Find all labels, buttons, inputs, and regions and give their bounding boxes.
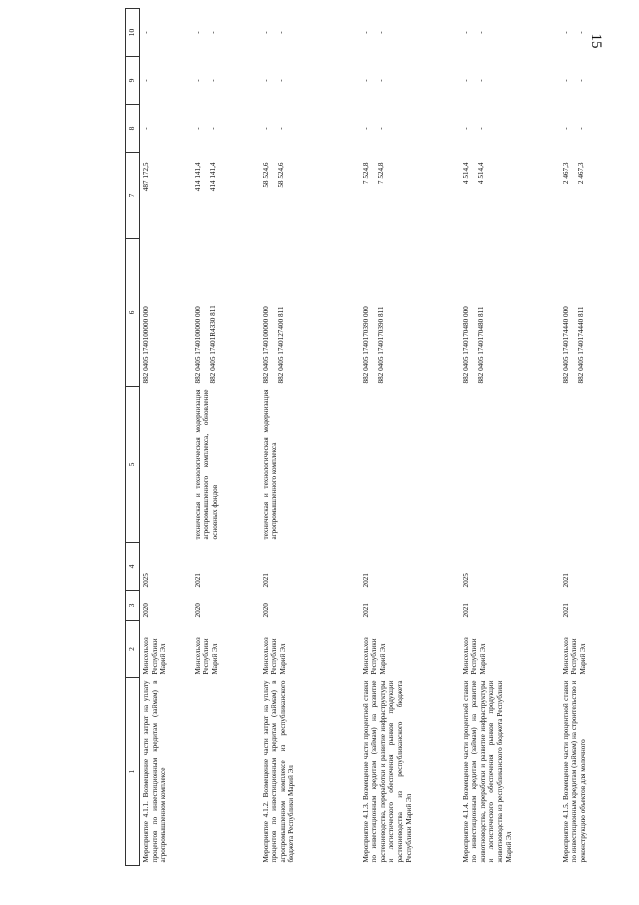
- start-year-cell: 2020: [142, 603, 150, 618]
- col9-cell-line: -: [277, 79, 286, 82]
- col10-cell-line: -: [361, 31, 370, 34]
- amount-cell-line: 58 524,6: [261, 162, 270, 188]
- col8-cell: [460, 105, 560, 153]
- executor-cell: Минсельхоз Республики Марий Эл: [461, 637, 487, 675]
- col10-cell: [460, 9, 560, 57]
- end-year-cell: 2021: [193, 573, 202, 588]
- col10-cell: [260, 9, 360, 57]
- kbk-cell-line: 882 0405 1740170390 000: [361, 306, 370, 384]
- kbk-cell-line: 882 0405 1740170390 811: [377, 306, 386, 384]
- col8-cell-line: -: [261, 127, 270, 130]
- col9-cell-line: -: [261, 79, 270, 82]
- amount-cell-line: 487 172,5: [142, 162, 150, 192]
- column-header: 1: [126, 678, 140, 866]
- col10-cell-line: -: [461, 31, 470, 34]
- col10-cell: [192, 9, 260, 57]
- end-year-cell: 2025: [461, 573, 470, 588]
- end-year-cell: 2021: [561, 573, 570, 588]
- start-year-cell: 2021: [461, 603, 470, 618]
- column-header: 3: [126, 591, 140, 621]
- amount-cell: [560, 153, 639, 239]
- table-header-row: [126, 9, 140, 866]
- col9-cell: [360, 57, 460, 105]
- amount-cell-line: 58 524,6: [277, 162, 286, 188]
- col9-cell: [560, 57, 639, 105]
- table-row: [192, 9, 260, 866]
- col8-cell: [192, 105, 260, 153]
- table-row: [140, 9, 192, 866]
- col10-cell-line: -: [477, 31, 486, 34]
- amount-cell-line: 7 524,8: [361, 162, 370, 185]
- kbk-cell-line: 882 0405 17401R4330 811: [209, 305, 218, 384]
- kbk-cell-line: 882 0405 1740174440 000: [561, 306, 570, 384]
- amount-cell-line: 7 524,8: [377, 162, 386, 185]
- col9-cell: [260, 57, 360, 105]
- kbk-cell: [260, 239, 360, 387]
- col9-cell: [192, 57, 260, 105]
- event-cell: Мероприятие 4.1.4. Возмещение части процентной ставки по инвестиционным кредитам (займам) на развитие животноводства, переработки и развитие инфраструктуры и логистического обеспечения рынков продукции животноводства из республиканского бюджета Республики Марий Эл: [461, 680, 513, 863]
- rotated-page-content: [125, 9, 610, 866]
- col9-cell-line: -: [377, 79, 386, 82]
- col9-cell-line: -: [477, 79, 486, 82]
- col8-cell-line: -: [142, 127, 150, 130]
- col10-cell-line: -: [193, 31, 202, 34]
- kbk-cell: [460, 239, 560, 387]
- event-cell: [192, 678, 260, 866]
- amount-cell-line: 4 514,4: [477, 162, 486, 185]
- col10-cell-line: -: [209, 31, 218, 34]
- col10-cell-line: -: [577, 31, 586, 34]
- col8-cell-line: -: [477, 127, 486, 130]
- col10-cell-line: -: [261, 31, 270, 34]
- direction-cell: [460, 387, 560, 543]
- direction-cell: [560, 387, 639, 543]
- kbk-cell-line: 882 0405 1740174440 811: [577, 306, 586, 384]
- column-header: 4: [126, 543, 140, 591]
- start-year-cell: 2021: [561, 603, 570, 618]
- col10-cell: [140, 9, 192, 57]
- start-year-cell: 2021: [361, 603, 370, 618]
- event-cell: Мероприятие 4.1.2. Возмещение части затрат на уплату процентов по инвестиционным кредитам (займам) в агропромышленном комплексе из республиканского бюджета Республики Марий Эл: [261, 680, 296, 863]
- col10-cell-line: -: [277, 31, 286, 34]
- amount-cell-line: 2 467,3: [577, 162, 586, 185]
- col8-cell-line: -: [277, 127, 286, 130]
- amount-cell: [260, 153, 360, 239]
- kbk-cell: [560, 239, 639, 387]
- table-row: [460, 9, 560, 866]
- amount-cell: [140, 153, 192, 239]
- col9-cell-line: -: [561, 79, 570, 82]
- col9-cell-line: -: [361, 79, 370, 82]
- amount-cell: [360, 153, 460, 239]
- kbk-cell: [360, 239, 460, 387]
- kbk-cell-line: 882 0405 1740100000 000: [193, 306, 202, 384]
- end-year-cell: 2025: [142, 573, 150, 588]
- program-events-table: [125, 8, 639, 866]
- col9-cell-line: -: [142, 79, 150, 82]
- col8-cell-line: -: [461, 127, 470, 130]
- column-header: 10: [126, 9, 140, 57]
- amount-cell-line: 4 514,4: [461, 162, 470, 185]
- table-row: [260, 9, 360, 866]
- table-body: [140, 9, 639, 866]
- start-year-cell: 2020: [193, 603, 202, 618]
- executor-cell: Минсельхоз Республики Марий Эл: [193, 637, 219, 675]
- col10-cell: [360, 9, 460, 57]
- column-header: 9: [126, 57, 140, 105]
- col10-cell-line: -: [377, 31, 386, 34]
- col8-cell-line: -: [377, 127, 386, 130]
- event-cell: Мероприятие 4.1.3. Возмещение части процентной ставки по инвестиционным кредитам (займам) на развитие растениеводства, переработки и развитие инфраструктуры и логистического обеспечения рынков продукции растениеводства из республиканского бюджета Республики Марий Эл: [361, 680, 413, 863]
- table-row: [360, 9, 460, 866]
- executor-cell: Минсельхоз Республики Марий Эл: [361, 637, 387, 675]
- col8-cell-line: -: [577, 127, 586, 130]
- end-year-cell: 2021: [361, 573, 370, 588]
- kbk-cell-line: 882 0405 1740100000 000: [261, 306, 270, 384]
- kbk-cell: [192, 239, 260, 387]
- kbk-cell-line: 882 0405 1740170480 811: [477, 306, 486, 384]
- col8-cell: [140, 105, 192, 153]
- kbk-cell-line: 882 0405 1740100000 000: [142, 306, 150, 384]
- amount-cell-line: 414 141,4: [193, 162, 202, 192]
- column-header: 7: [126, 153, 140, 239]
- amount-cell: [192, 153, 260, 239]
- executor-cell: Минсельхоз Республики Марий Эл: [261, 637, 287, 675]
- col8-cell-line: -: [561, 127, 570, 130]
- col8-cell: [560, 105, 639, 153]
- page-number: 15: [588, 33, 604, 49]
- end-year-cell: 2021: [261, 573, 270, 588]
- table-row: [560, 9, 639, 866]
- column-header: 5: [126, 387, 140, 543]
- executor-cell: Минсельхоз Республики Марий Эл: [142, 637, 168, 675]
- col9-cell-line: -: [461, 79, 470, 82]
- executor-cell: Минсельхоз Республики Марий Эл: [561, 637, 587, 675]
- direction-cell: [360, 387, 460, 543]
- col10-cell: [560, 9, 639, 57]
- event-cell: Мероприятие 4.1.5. Возмещение части процентной ставки по инвестиционным кредитам (займам) на строительство и реконструкцию объектов для молочного: [561, 680, 587, 863]
- column-header: 2: [126, 621, 140, 678]
- col8-cell-line: -: [193, 127, 202, 130]
- kbk-cell: [140, 239, 192, 387]
- event-cell: Мероприятие 4.1.1. Возмещение части затрат на уплату процентов по инвестиционным кредитам (займам) в агропромышленном комплексе: [142, 680, 168, 863]
- kbk-cell-line: 882 0405 1740170480 000: [461, 306, 470, 384]
- col9-cell-line: -: [209, 79, 218, 82]
- col8-cell-line: -: [361, 127, 370, 130]
- amount-cell-line: 414 141,4: [209, 162, 218, 192]
- col10-cell-line: -: [561, 31, 570, 34]
- col9-cell: [140, 57, 192, 105]
- direction-cell: техническая и технологическая модернизация агропромышленного комплекса: [261, 389, 279, 540]
- col10-cell-line: -: [142, 31, 150, 34]
- start-year-cell: 2020: [261, 603, 270, 618]
- col8-cell: [360, 105, 460, 153]
- col8-cell-line: -: [209, 127, 218, 130]
- amount-cell: [460, 153, 560, 239]
- col8-cell: [260, 105, 360, 153]
- direction-cell: [140, 387, 192, 543]
- column-header: 8: [126, 105, 140, 153]
- col9-cell-line: -: [577, 79, 586, 82]
- kbk-cell-line: 882 0405 1740127400 811: [277, 306, 286, 384]
- direction-cell: техническая и технологическая модернизация агропромышленного комплекса, обновление основных фондов: [193, 389, 219, 540]
- amount-cell-line: 2 467,3: [561, 162, 570, 185]
- col9-cell: [460, 57, 560, 105]
- column-header: 6: [126, 239, 140, 387]
- col9-cell-line: -: [193, 79, 202, 82]
